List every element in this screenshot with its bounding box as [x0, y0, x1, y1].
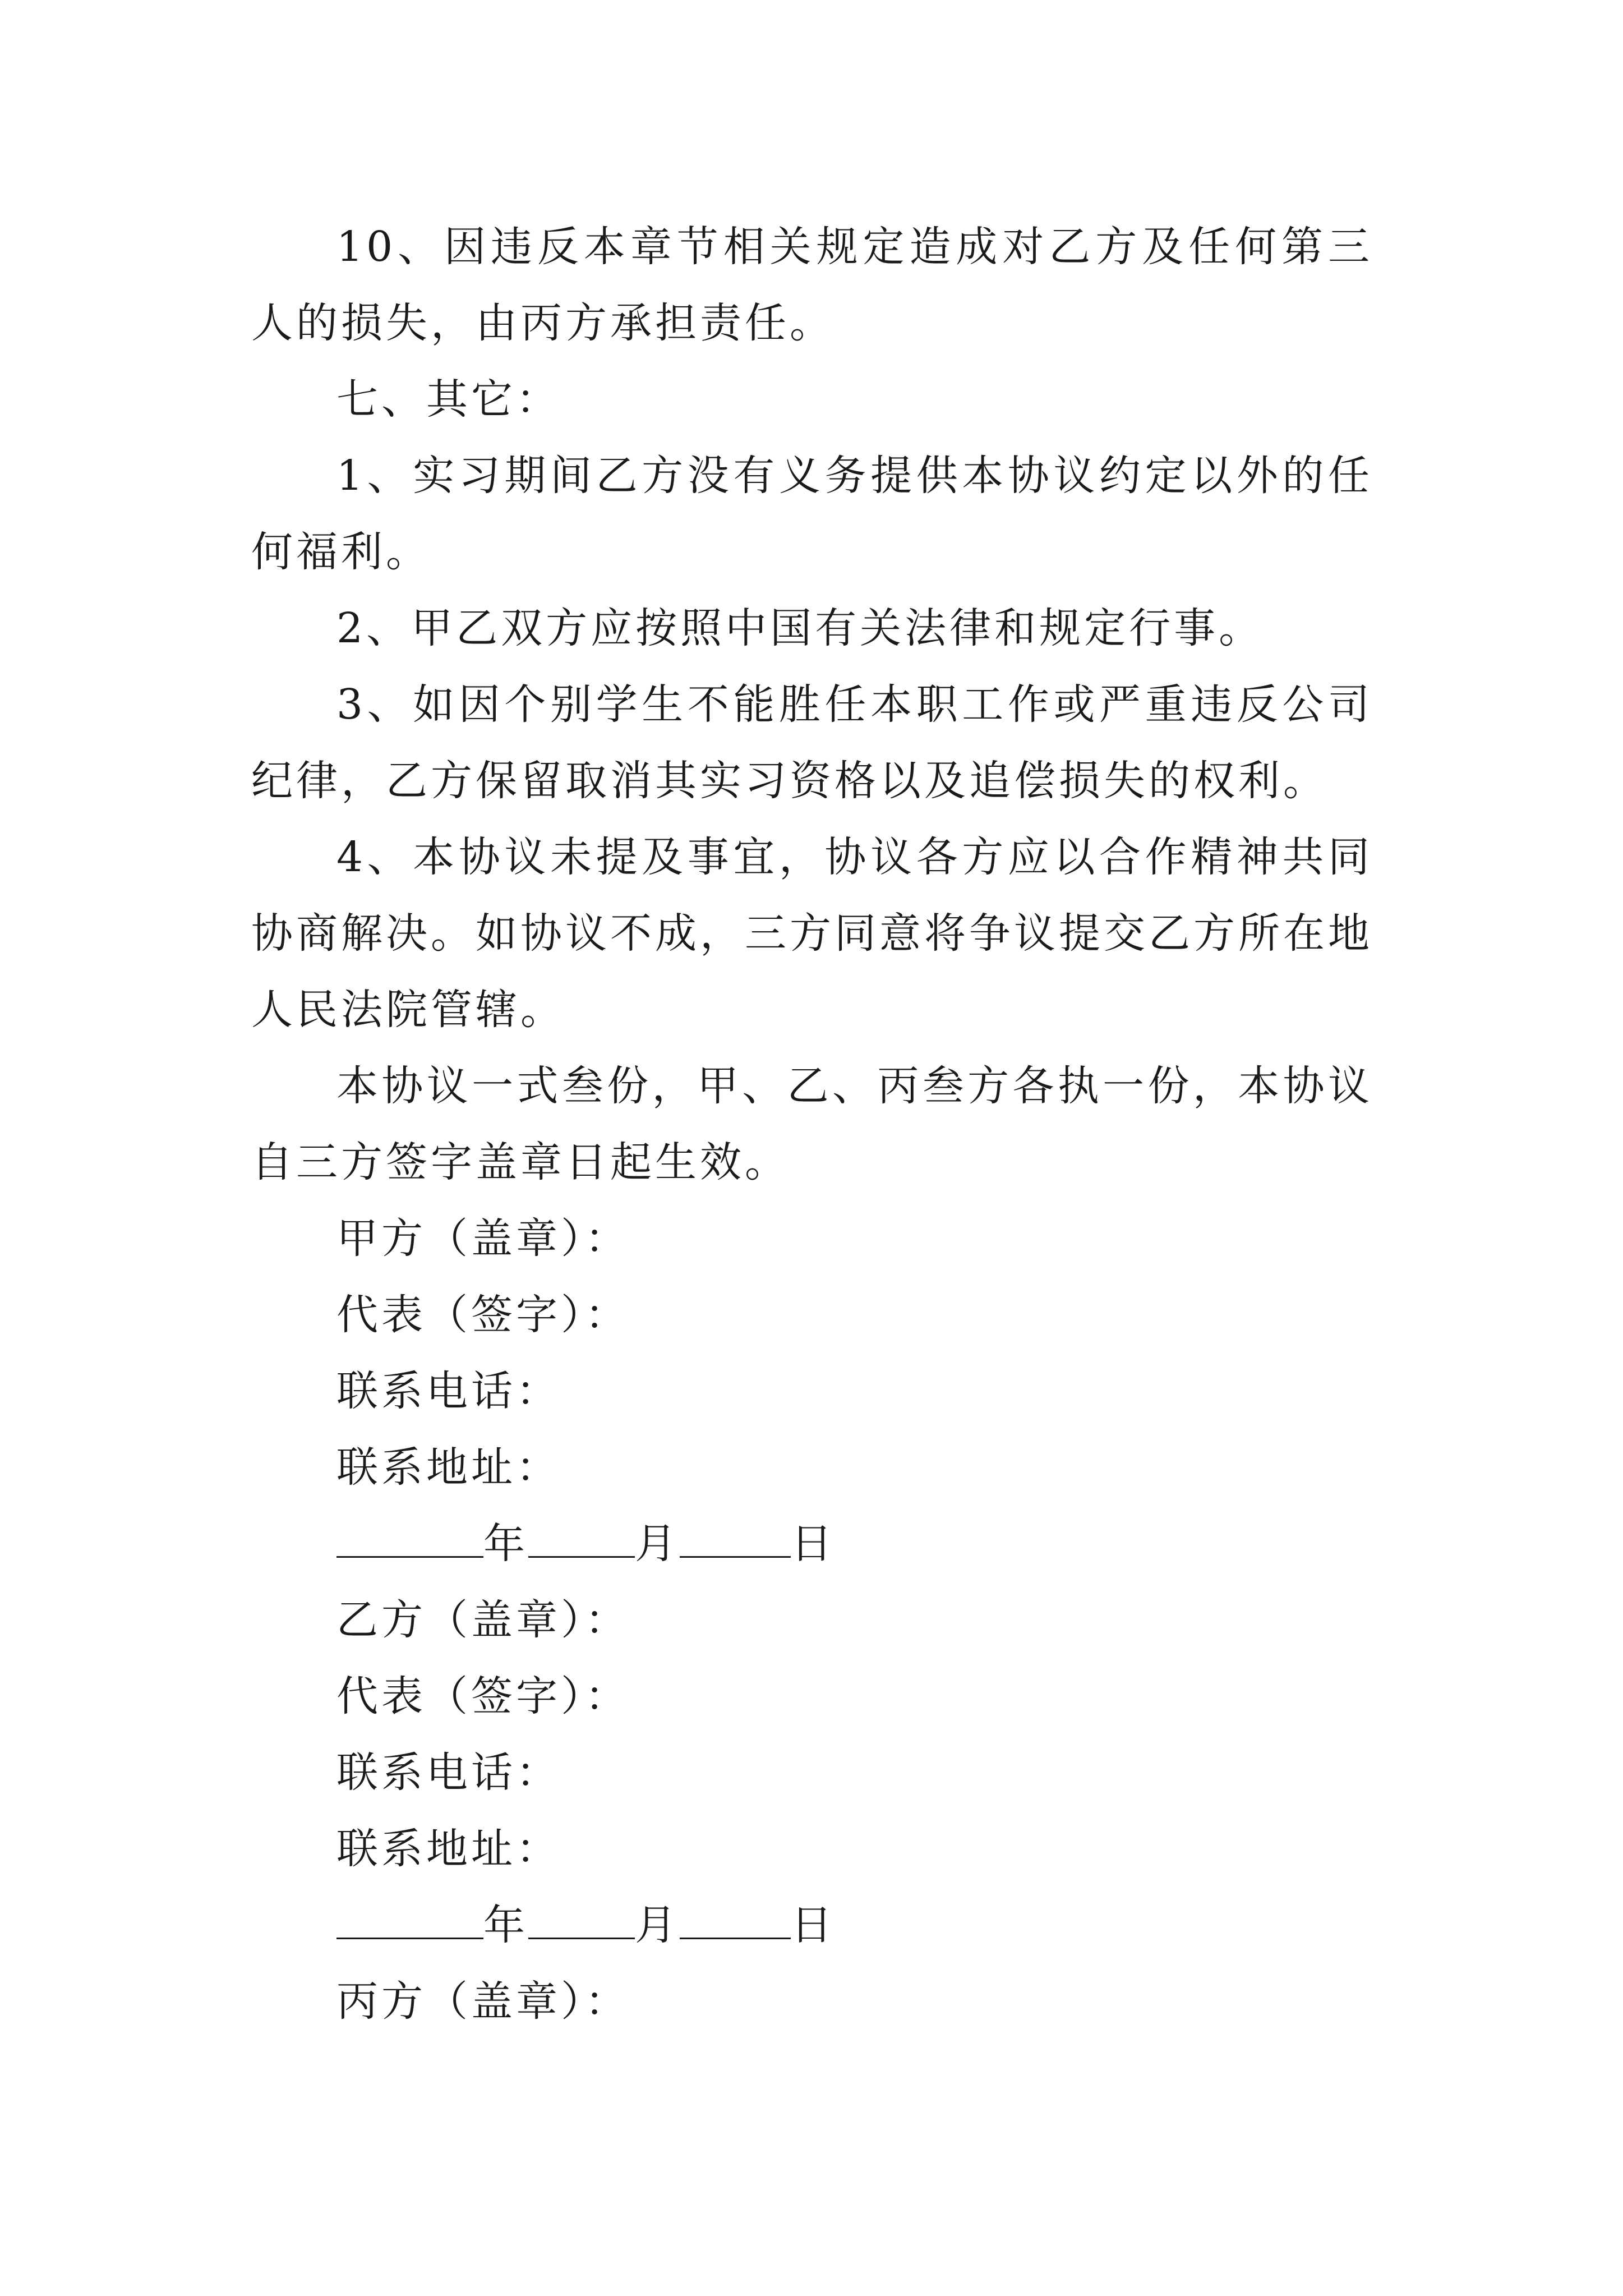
- party-c-seal-label: 丙方（盖章）：: [336, 1977, 630, 2026]
- month-label: 月: [635, 1901, 680, 1949]
- party-a-date-line: [251, 1506, 1373, 1582]
- day-label: 日: [791, 1901, 836, 1949]
- day-blank: [680, 1898, 791, 1939]
- paragraph-clause-10: 10、因违反本章节相关规定造成对乙方及任何第三人的损失，由丙方承担责任。: [251, 223, 1373, 347]
- party-b-address-label: 联系地址：: [336, 1825, 561, 1873]
- party-c-signature-block: [251, 1963, 1373, 2040]
- year-blank: [336, 1517, 483, 1558]
- party-a-address-label: 联系地址：: [336, 1443, 561, 1492]
- year-label: 年: [483, 1520, 528, 1568]
- month-label: 月: [635, 1520, 680, 1568]
- party-a-signature-block: [251, 1200, 1373, 1582]
- day-label: 日: [791, 1520, 836, 1568]
- paragraph-item-3: 3、如因个别学生不能胜任本职工作或严重违反公司纪律，乙方保留取消其实习资格以及追偿损失的权利。: [251, 680, 1373, 805]
- paragraph-item-4: 4、本协议未提及事宜，协议各方应以合作精神共同协商解决。如协议不成，三方同意将争议提交乙方所在地人民法院管辖。: [251, 833, 1373, 1034]
- month-blank: [528, 1517, 635, 1558]
- paragraph-item-2: 2、甲乙双方应按照中国有关法律和规定行事。: [336, 604, 1264, 652]
- paragraph-copies: 本协议一式叁份，甲、乙、丙叁方各执一份，本协议自三方签字盖章日起生效。: [251, 1062, 1373, 1186]
- year-label: 年: [483, 1901, 528, 1949]
- party-a-seal-label: 甲方（盖章）：: [336, 1214, 630, 1263]
- section-heading-other: 七、其它：: [336, 375, 561, 424]
- party-a-phone-label: 联系电话：: [336, 1367, 561, 1415]
- party-b-signature-block: [251, 1582, 1373, 1963]
- month-blank: [528, 1898, 635, 1939]
- party-b-date-line: [251, 1887, 1373, 1963]
- day-blank: [680, 1517, 791, 1558]
- party-b-representative-label: 代表（签字）：: [336, 1672, 630, 1720]
- paragraph-item-1: 1、实习期间乙方没有义务提供本协议约定以外的任何福利。: [251, 452, 1373, 576]
- party-a-representative-label: 代表（签字）：: [336, 1291, 630, 1339]
- document-body: [251, 209, 1373, 2040]
- party-b-seal-label: 乙方（盖章）：: [336, 1596, 630, 1644]
- party-b-phone-label: 联系电话：: [336, 1749, 561, 1797]
- year-blank: [336, 1898, 483, 1939]
